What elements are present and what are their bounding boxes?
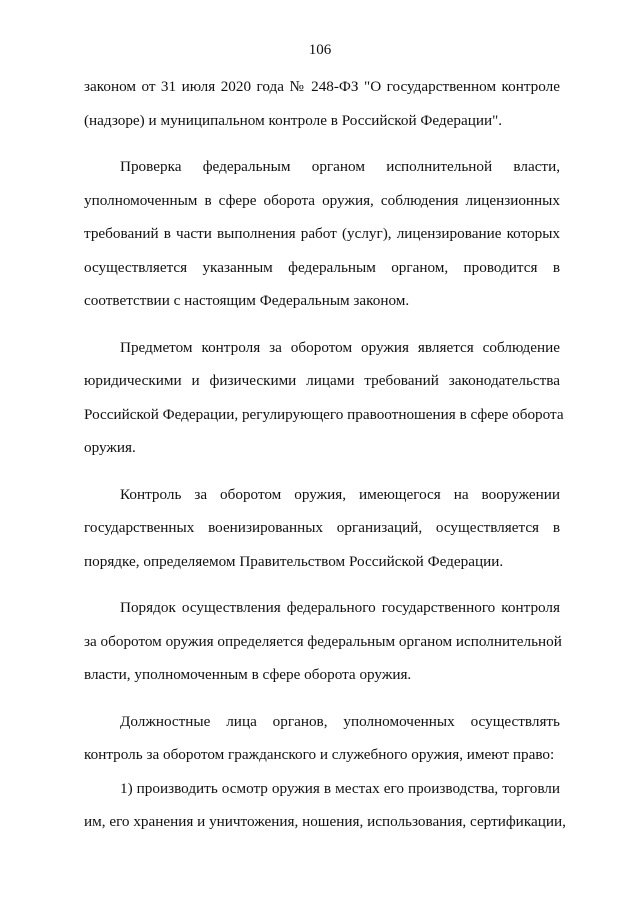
paragraph-gap	[84, 144, 560, 157]
text-line: им, его хранения и уничтожения, ношения, использования, сертификации,	[84, 813, 566, 830]
paragraph-gap	[84, 325, 560, 338]
text-line: Должностные лица органов, уполномоченных осуществлять	[120, 712, 560, 730]
text-line: власти, уполномоченным в сфере оборота оружия.	[84, 666, 412, 683]
text-line: 1) производить осмотр оружия в местах его производства, торговли	[120, 779, 560, 797]
text-line: за оборотом оружия определяется федеральным органом исполнительной	[84, 632, 562, 650]
text-line: юридическими и физическими лицами требований законодательства	[84, 372, 560, 389]
paragraph-subject-of-control	[84, 338, 564, 472]
text-line: (надзоре) и муниципальном контроле в Российской Федерации".	[84, 111, 503, 129]
paragraph-control-procedure	[84, 598, 560, 699]
paragraph-right-item-1	[84, 779, 566, 846]
text-line: соответствии с настоящим Федеральным законом.	[84, 292, 410, 309]
paragraph-gap	[84, 699, 560, 712]
text-line: Российской Федерации, регулирующего правоотношения в сфере оборота	[84, 405, 564, 423]
text-line: контроль за оборотом гражданского и служебного оружия, имеют право:	[84, 746, 555, 763]
document-body	[84, 77, 566, 846]
text-line: порядке, определяемом Правительством Российской Федерации.	[84, 552, 504, 570]
paragraph-law-reference	[84, 77, 560, 144]
paragraph-militarized-organizations	[84, 485, 560, 586]
text-line: Контроль за оборотом оружия, имеющегося на вооружении	[120, 485, 560, 503]
paragraph-inspection	[84, 157, 560, 325]
paragraph-gap	[84, 472, 560, 485]
paragraph-gap	[84, 585, 560, 598]
text-line: Порядок осуществления федерального государственного контроля	[120, 599, 560, 616]
text-line: требований в части выполнения работ (услуг), лицензирование которых	[84, 225, 560, 242]
text-line: осуществляется указанным федеральным органом, проводится в	[84, 258, 560, 276]
paragraph-officials-rights	[84, 712, 560, 779]
text-line: Предметом контроля за оборотом оружия является соблюдение	[120, 338, 560, 356]
text-line: Проверка федеральным органом исполнительной власти,	[120, 158, 560, 175]
text-line: законом от 31 июля 2020 года № 248-ФЗ "О государственном контроле	[84, 78, 560, 95]
text-line: уполномоченным в сфере оборота оружия, соблюдения лицензионных	[84, 191, 560, 209]
text-line: оружия.	[84, 439, 136, 456]
text-line: государственных военизированных организаций, осуществляется в	[84, 519, 560, 536]
page-number: 106	[308, 42, 332, 58]
